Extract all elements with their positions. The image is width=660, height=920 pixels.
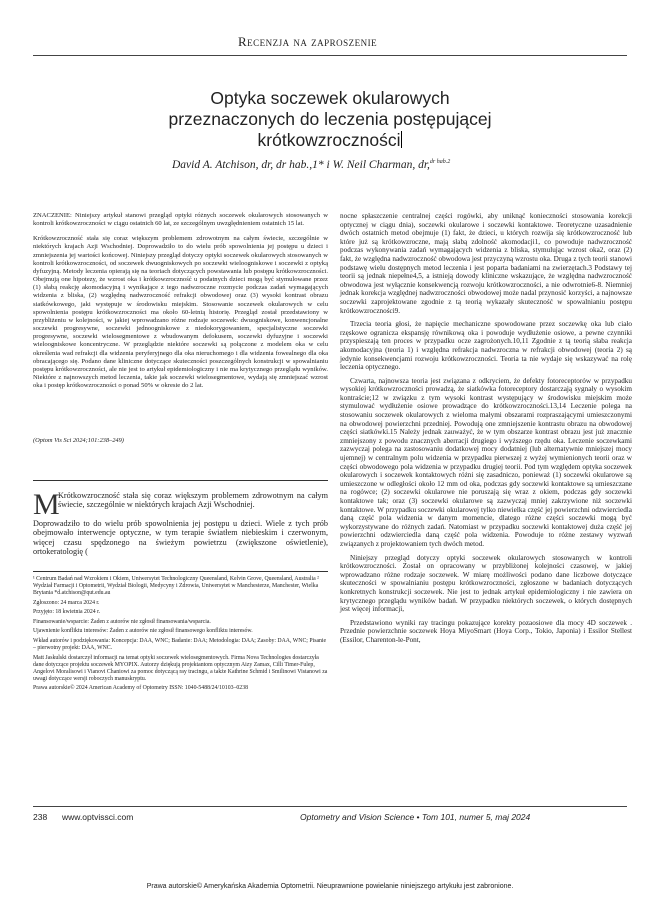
footnote-separator bbox=[33, 571, 328, 572]
right-paragraph-3: Czwarta, najnowsza teoria jest związana z odkryciem, że defekty fotoreceptorów w przypadku wysokiej krótkowzroczności prowadzą, że siatkówka fotoreceptory dostarczają sygnały o wysokim kontraście;12 w związku z tym wysoki kontrast występujący w środowisku miejskim może stymulować wydłużenie osiowe prowadzące do krótkowzroczności.13,14 Leczenie polega na stosowaniu soczewek okularowych z wieloma małymi obszarami rozpraszającymi umieszczonymi na obwodowej powierzchni przedniej. Powodują one zmniejszenie kontrastu obrazu na obwodowej części siatkówki.15 Należy jednak zauważyć, że w tym obszarze kontrast obrazu jest już znacznie zmniejszony z powodu znacznych aberracji drugiego i wyższego rzędu oka. Leczenie soczewkami zazwyczaj polega na zastosowaniu dodatkowej mocy dodatniej (lub alternatywnie mniejszej mocy ujemnej) w centralnym polu widzenia w przypadku pierwszej z wyżej wymienionych teorii oraz w części obwodowego pola widzenia w przypadku drugiej teorii. Pod tym względem optyka soczewek okularowych i soczewek kontaktowych różni się zasadniczo, ponieważ (1) soczewki okularowe są umieszczone w odległości około 12 mm od oka, podczas gdy soczewki kontaktowe są umieszczane na rogówce; (2) soczewki okularowe nie poruszają się wraz z okiem, podczas gdy soczewki kontaktowe tak; oraz (3) soczewki okularowe są zazwyczaj mniej zakrzywione niż soczewki kontaktowe. W przypadku soczewki okularowej tylko niewielka część jej powierzchni odzwierciedla daną część pola widzenia w danym momencie, dlatego różne części soczewki mogą być wykorzystywane do różnych zadań. Natomiast w przypadku soczewki kontaktowej duża część jej powierzchni odzwierciedla daną część pola widzenia. Powoduje to różne zestawy wyzwań związanych z projektowaniem tych dwóch metod. bbox=[340, 376, 632, 548]
copyright-notice: Prawa autorskie© Amerykańska Akademia Optometrii. Nieuprawnione powielanie niniejszego artykułu jest zabronione. bbox=[146, 883, 514, 890]
article-authors bbox=[172, 159, 450, 171]
right-paragraph-2: Trzecia teoria głosi, że napięcie mechaniczne spowodowane przez soczewkę oka lub ciało rzęskowe ogranicza ekspansję równikową oka i powoduje wydłużenie osiowe, a pewne czynniki przyspieszają ten proces w przypadku ocze zagrożonych.10,11 Zgodnie z tą teorią słaba reakcja akomodacyjna (teoria 1) i względna refrakcja nadwzroczna w refrakcji obwodowej (teoria 2) są jedynie konsekwencjami rozwoju krótkowzroczności. Teoria ta nie wydaje się wskazywać na rolę leczenia optycznego. bbox=[340, 320, 632, 372]
title-line-1: Optyka soczewek okularowych bbox=[210, 88, 450, 108]
footer-divider bbox=[33, 806, 627, 807]
authors-superscript: dr hab.2 bbox=[429, 159, 451, 166]
right-paragraph-1: nocne spłaszczenie centralnej części rogówki, aby uniknąć konieczności stosowania korekcji optycznej w ciągu dnia), soczewki okularowe i soczewki kontaktowe. Teoretyczne uzasadnienie dwóch ostatnich metod obejmuje (1) fakt, że dzieci, u których rozwija się krótkowzroczność lub które już są krótkowzroczne, mają słabą zdolność akomodacji1, co powoduje nadwzroczność podczas wykonywania zadań wymagających widzenia z bliska, stymulując wzrost oka2, oraz (2) fakt, że względna nadwzroczność obwodowa jest przyczyną wzrostu oka. Druga z tych teorii stanowi podstawę wielu dostępnych metod leczenia i jest poparta badaniami na zwierzętach.3 Podstawy tej teorii są jednak niepełne4,5, a istnieją dowody kliniczne wskazujące, że względna nadwzroczność obwodowa jest wyłącznie konsekwencją rozwoju krótkowzroczności, a nie odwrotnie6-8. Niemniej jednak korekcja względnej nadwzroczności obwodowej może nadal przynosić korzyści, a najnowsze soczewki zaprojektowane zgodnie z tą teorią wykazały skuteczność w spowalnianiu postępu krótkowzroczności9. bbox=[340, 212, 632, 315]
intro-separator bbox=[33, 480, 328, 481]
page-number: 238 bbox=[33, 812, 48, 822]
right-column bbox=[340, 212, 632, 650]
text-cursor bbox=[401, 131, 402, 148]
footnote-accepted: Przyjęto: 18 kwietnia 2024 r. bbox=[33, 609, 101, 616]
intro-first-lines: Krótkowzroczność stała się coraz większym problemem zdrowotnym na całym świecie, szczególnie w niektórych krajach Azji Wschodniej. bbox=[58, 491, 328, 510]
title-line-3 bbox=[100, 130, 560, 151]
footnote-conflict: Ujawnienie konfliktu interesów: Żaden z autorów nie zgłosił finansowego konfliktu interesów. bbox=[33, 628, 253, 635]
authors-text: David A. Atchison, dr, dr hab.,1* i W. Neil Charman, dr, bbox=[172, 159, 430, 171]
right-paragraph-4: Niniejszy przegląd dotyczy optyki soczewek okularowych stosowanych w kontroli krótkowzroczności. Został on opracowany w przybliżonej kolejności czasowej, w jakiej wprowadzano różne rodzaje soczewek. W miarę możliwości podano dane liczbowe dotyczące skuteczności w spowalnianiu postępu krótkowzroczności, zgłoszone w badaniach dotyczących konkretnych konstrukcji soczewek. Nie jest to jednak artykuł epidemiologiczny i nie zawiera on krytycznego przeglądu wyników badań. W przypadku niektórych soczewek, o których dostępnych jest więcej informacji, bbox=[340, 553, 632, 614]
drop-cap: M bbox=[33, 488, 60, 521]
abstract-citation: (Optom Vis Sci 2024;101:238–249) bbox=[33, 437, 124, 444]
abstract-body: Krótkowzroczność stała się coraz większym problemem zdrowotnym na całym świecie, szczególnie w niektórych krajach Azji Wschodniej. Doprowadziło to do wielu prób spowolnienia jej postępu u dzieci i zmniejszenia jej wartości końcowej. Niniejszy przegląd dotyczy optyki soczewek okularowych stosowanych w kontroli krótkowzroczności, od soczewek dwuogniskowych po soczewki wieloogniskowe i soczewki z optyką dyfuzyjną. Metody leczenia opierają się na teoriach dotyczących powstawania lub postępu krótkowzroczności. Obejmują one hipotezy, że wzrost oka i krótkowzroczność u podatnych dzieci mogą być stymulowane przez (1) słabą reakcję akomodacyjną i wynikające z tego nadwzroczne rozmycie podczas zadań wymagających widzenia z bliska, (2) względną nadwzroczność refrakcji obwodowej oraz (3) wysoki kontrast obrazu siatkówkowego, jaki występuje w środowisku miejskim. Stosowanie soczewek okularowych w celu spowolnienia postępu krótkowzroczności ma około 60-letnią historię. Przegląd został przedstawiony w przybliżeniu w kolejności, w jakiej wprowadzano różne rodzaje soczewek: dwuogniskowe, konwencjonalne soczewki progresywne, soczewki jednoogniskowe z niedokorygowaniem, specjalistyczne soczewki progresywne, soczewki wielosegmentowe z wbudowanym defokusem, soczewki dyfuzyjne i soczewki wieloogniskowe koncentryczne. W przeglądzie niektóre soczewki są połączone z modelem oka w celu określenia wad refrakcji dla widzenia peryferyjnego dla oka nieruchomego i dla widzenia fowealnego dla oka obracającego się. Podano dane kliniczne dotyczące skuteczności poszczególnych konstrukcji w spowalnianiu postępu krótkowzroczności, ale nie jest to artykuł epidemiologiczny i nie ma krytycznego przeglądu wyników. Niektóre z najnowszych metod leczenia, takie jak soczewki wielosegmentowe, wydają się zmniejszać wzrost oka i postęp krótkowzroczności o ponad 50% w okresie do 2 lat. bbox=[33, 235, 328, 390]
journal-website-link[interactable]: www.optvissci.com bbox=[62, 812, 134, 822]
title-line-3-text: krótkowzroczności bbox=[257, 130, 401, 150]
title-line-2: przeznaczonych do leczenia postępującej bbox=[168, 109, 492, 129]
footnotes bbox=[33, 576, 328, 695]
footnote-submitted: Zgłoszono: 24 marca 2024 r. bbox=[33, 599, 100, 606]
header-divider bbox=[33, 55, 627, 56]
footnote-affiliations: ¹ Centrum Badań nad Wzrokiem i Okiem, Uniwersytet Technologiczny Queensland, Kelvin Grove, Queensland, Australia ² Wydział Farmacji i Optometrii, Wydział Biologii, Medycyny i Zdrowia, Uniwersytet w Manchesterze, Manchester, Wielka Brytania *d.atchison@qut.edu.au bbox=[33, 576, 319, 596]
right-paragraph-5: Przedstawiono wyniki ray tracingu pokazujące korekty pozaosiowe dla mocy 4D soczewek . Przednie powierzchnie soczewek Hoya MiyoSmart (Hoya Corp., Tokio, Japonia) i Essilor Stellest (Essilor, Charenton-le-Pont, bbox=[340, 618, 632, 644]
journal-info: Optometry and Vision Science • Tom 101, numer 5, maj 2024 bbox=[300, 812, 531, 822]
abstract bbox=[33, 212, 328, 397]
footnote-funding: Finansowanie/wsparcie: Żaden z autorów nie zgłosił finansowania/wsparcia. bbox=[33, 618, 211, 625]
abstract-significance: ZNACZENIE: Niniejszy artykuł stanowi przegląd optyki różnych soczewek okularowych stosowanych w kontroli krótkowzroczności w ciągu ostatnich 60 lat, ze szczególnym uwzględnieniem ostatnich 15 lat. bbox=[33, 212, 328, 228]
footnote-rights: Prawa autorskie© 2024 American Academy of Optometry ISSN: 1040-5488/24/10103–0238 bbox=[33, 685, 248, 692]
footnote-contributions: Wkład autorów i podziękowania: Koncepcja: DAA, WNC; Badanie: DAA; Metodologia: DAA; Zasoby: DAA, WNC; Pisanie – pierwotny projekt: DAA, WNC. bbox=[33, 637, 327, 651]
article-title bbox=[100, 88, 560, 151]
footnote-acknowledgment: Matt Jaskulski dostarczył informacji na temat optyki soczewek wielosegmentowych. Firma Nova Technologies dostarczyła dane dotyczące projektu soczewek MYOPIX. Autorzy dziękują projektantom optycznym Aizy Zamax, Cilli Timer-Fulep, Angelovi Moralisowi i Vianovi Chaniowi za pomoc dotyczącą ray tracingu, a także Kathrine Schmid i Smilinowi Vistanowi za uwagi dotyczące wersji roboczych manuskryptu. bbox=[33, 654, 328, 682]
section-header: Recenzja na zaproszenie bbox=[238, 34, 378, 49]
intro-continuation: Doprowadziło to do wielu prób spowolnienia jej postępu u dzieci. Wiele z tych prób obejmowało interwencje optyczne, w tym terapie światłem niebieskim i czerwonym, więcej czasu spędzonego na świeżym powietrzu (zwiększone oświetlenie), ortokeratologię ( bbox=[33, 519, 328, 556]
